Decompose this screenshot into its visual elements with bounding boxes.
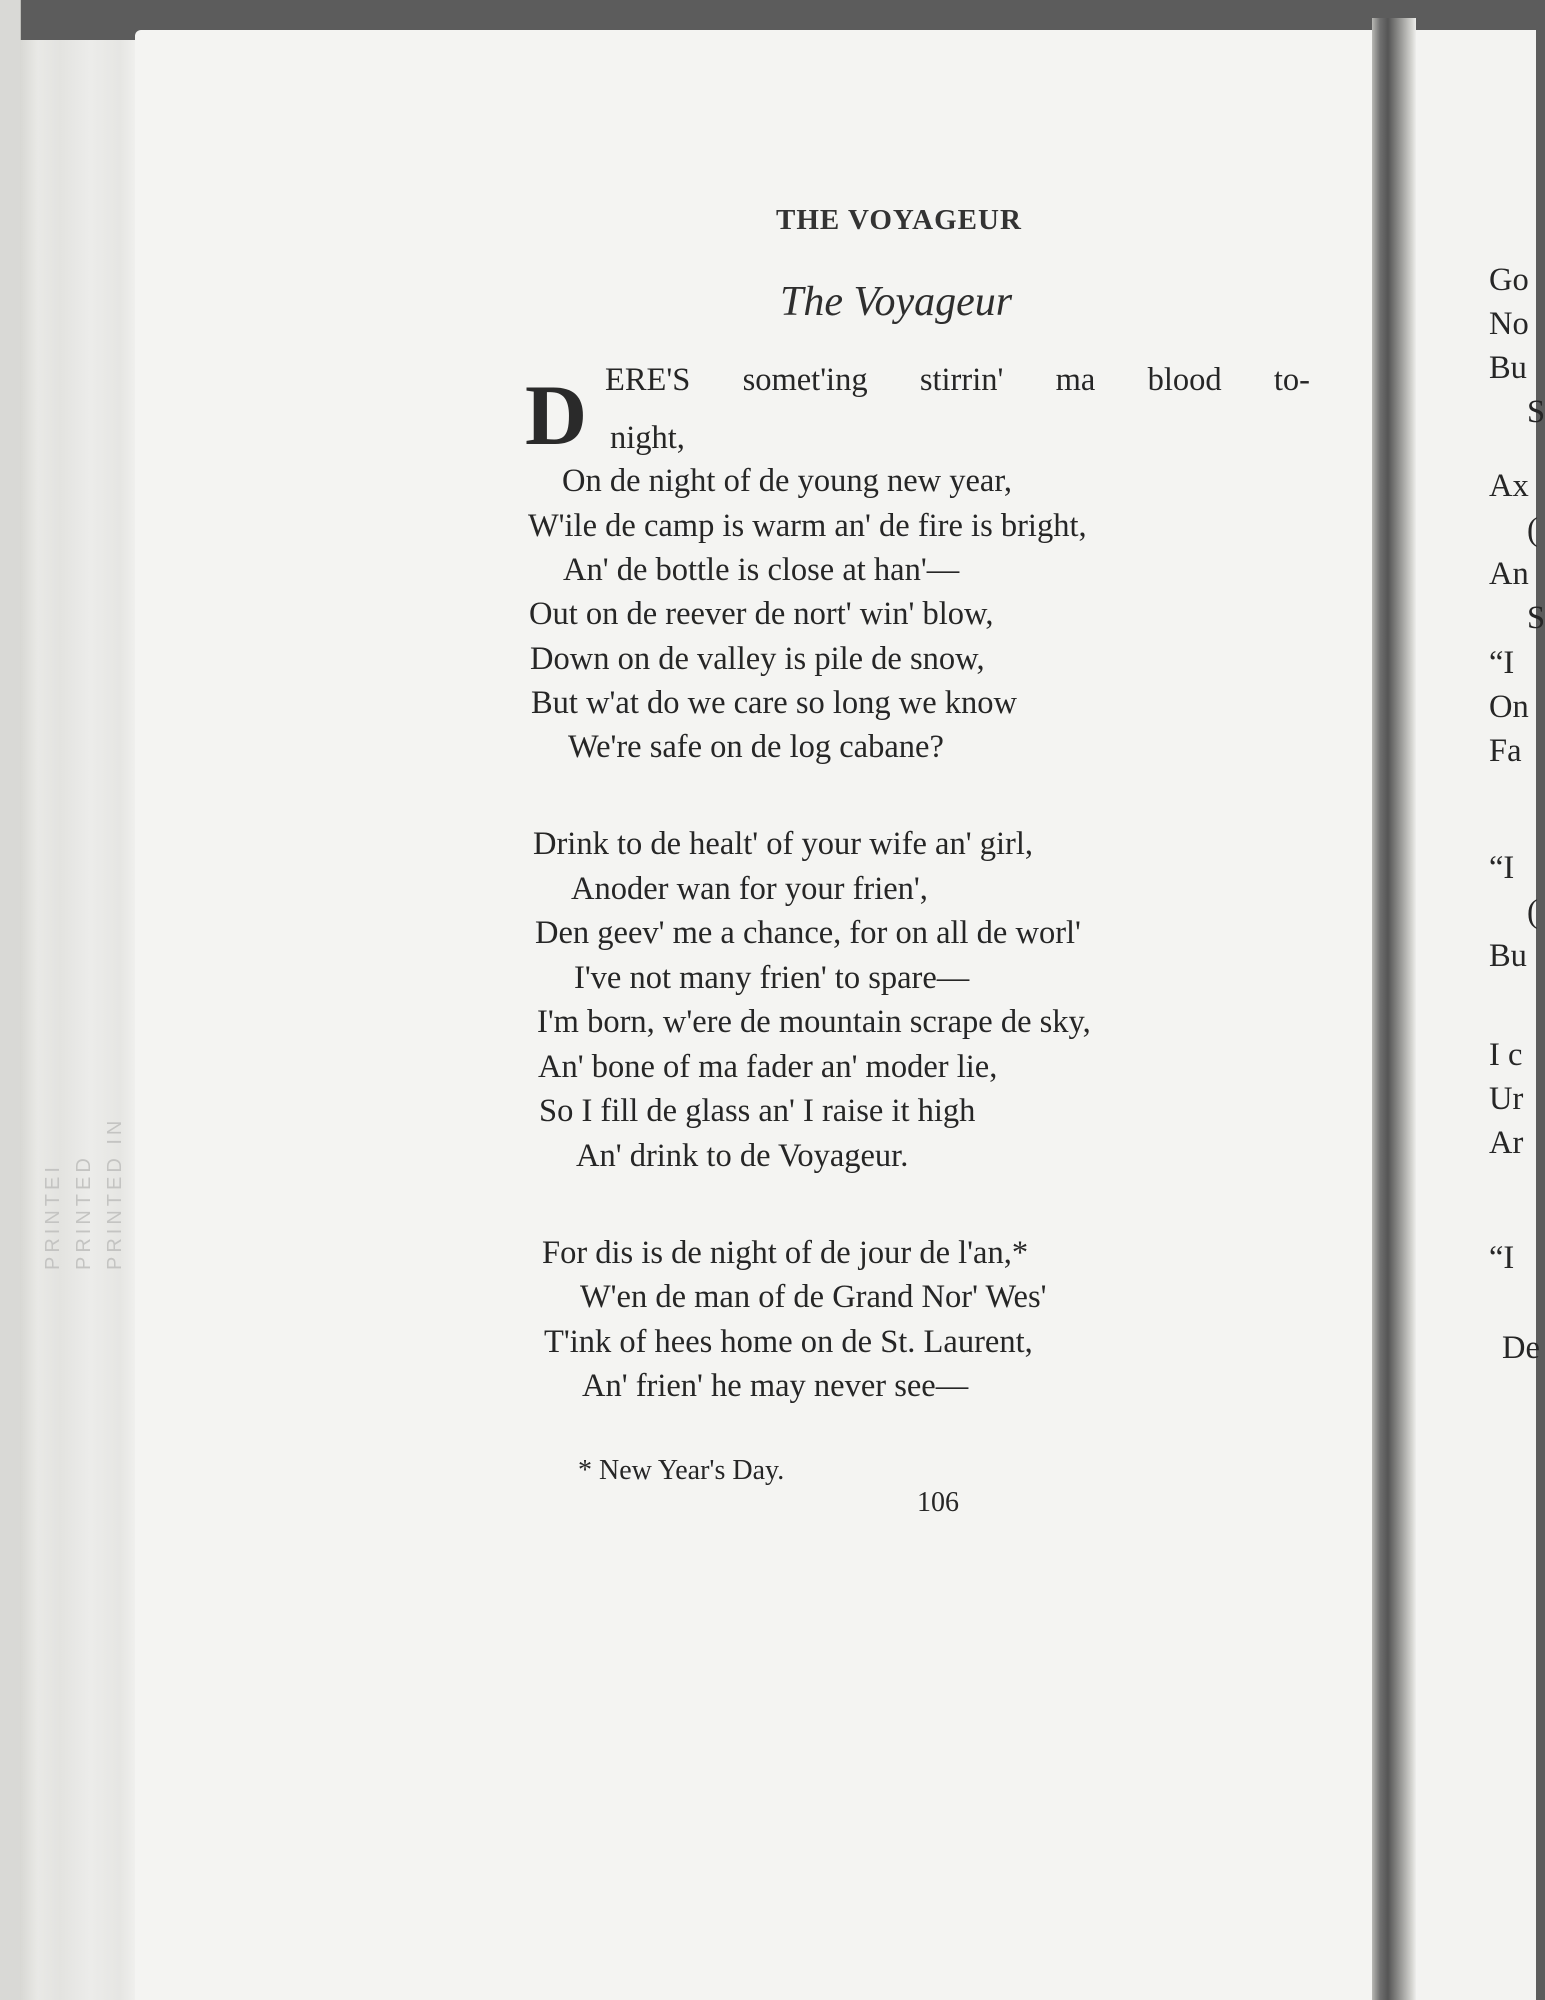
facing-page-fragment: I c <box>1489 1037 1523 1073</box>
poem-line: So I fill de glass an' I raise it high <box>539 1093 976 1129</box>
facing-page-fragment: “I <box>1489 645 1515 681</box>
bleed-text: PRINTEI <box>42 1163 64 1270</box>
book-cover-edge <box>0 0 21 2000</box>
poem-line: W'en de man of de Grand Nor' Wes' <box>580 1279 1047 1315</box>
facing-page-fragment: No <box>1489 306 1529 342</box>
bleed-text: PRINTED IN <box>104 1116 126 1270</box>
page-number: 106 <box>917 1487 959 1518</box>
facing-page-fragment: Ur <box>1489 1081 1524 1117</box>
facing-page-fragment: ( <box>1527 512 1538 548</box>
poem-first-line <box>605 362 1310 399</box>
poem-line: night, <box>610 420 685 456</box>
facing-page-fragment: “I <box>1489 850 1515 886</box>
poem-line: An' de bottle is close at han'— <box>563 552 960 588</box>
poem-line: An' drink to de Voyageur. <box>576 1138 909 1174</box>
facing-page-fragment: Ax <box>1489 468 1529 504</box>
facing-page-fragment: Go <box>1489 262 1529 298</box>
poem-line: An' frien' he may never see— <box>582 1368 969 1404</box>
facing-page-fragment: Bu <box>1489 938 1527 974</box>
bleed-through-text <box>42 650 126 1270</box>
poem-line: T'ink of hees home on de St. Laurent, <box>544 1324 1033 1360</box>
bleed-text: PRINTED <box>73 1154 95 1270</box>
book-gutter <box>1372 18 1416 2000</box>
facing-page-fragment: Bu <box>1489 350 1527 386</box>
poem-line: For dis is de night of de jour de l'an,* <box>542 1235 1029 1271</box>
word: ma <box>1055 362 1096 398</box>
drop-cap: D <box>525 367 588 463</box>
word: to- <box>1273 362 1310 398</box>
poem-line: Down on de valley is pile de snow, <box>530 641 985 677</box>
facing-page-fragment: De <box>1502 1330 1540 1366</box>
poem-line: I've not many frien' to spare— <box>574 960 970 996</box>
poem-title: The Voyageur <box>780 279 1013 325</box>
poem-line: W'ile de camp is warm an' de fire is bright, <box>528 508 1087 544</box>
facing-page-fragment: An <box>1489 556 1529 592</box>
facing-page-fragment: S <box>1527 600 1545 636</box>
poem-line: Anoder wan for your frien', <box>571 871 928 907</box>
poem-line: I'm born, w'ere de mountain scrape de sky, <box>537 1004 1091 1040</box>
poem-line: Den geev' me a chance, for on all de worl' <box>535 915 1081 951</box>
word: somet'ing <box>742 362 868 398</box>
facing-page-fragment: On <box>1489 689 1529 725</box>
poem-line: On de night of de young new year, <box>562 463 1012 499</box>
footnote: * New Year's Day. <box>578 1455 785 1486</box>
poem-line: We're safe on de log cabane? <box>568 729 944 765</box>
word: ERE'S <box>605 362 691 398</box>
facing-page-fragment: ( <box>1527 894 1538 930</box>
poem-line: An' bone of ma fader an' moder lie, <box>538 1049 998 1085</box>
facing-page-fragment: S <box>1527 394 1545 430</box>
facing-page-fragment: “I <box>1489 1240 1515 1276</box>
poem-line: Drink to de healt' of your wife an' girl, <box>533 826 1033 862</box>
poem-line: But w'at do we care so long we know <box>531 685 1018 721</box>
word: blood <box>1147 362 1222 398</box>
facing-page-fragment: Ar <box>1489 1125 1524 1161</box>
running-head: THE VOYAGEUR <box>776 204 1022 236</box>
facing-page-fragment: Fa <box>1489 733 1522 769</box>
poem-line: Out on de reever de nort' win' blow, <box>529 596 994 632</box>
word: stirrin' <box>919 362 1004 398</box>
